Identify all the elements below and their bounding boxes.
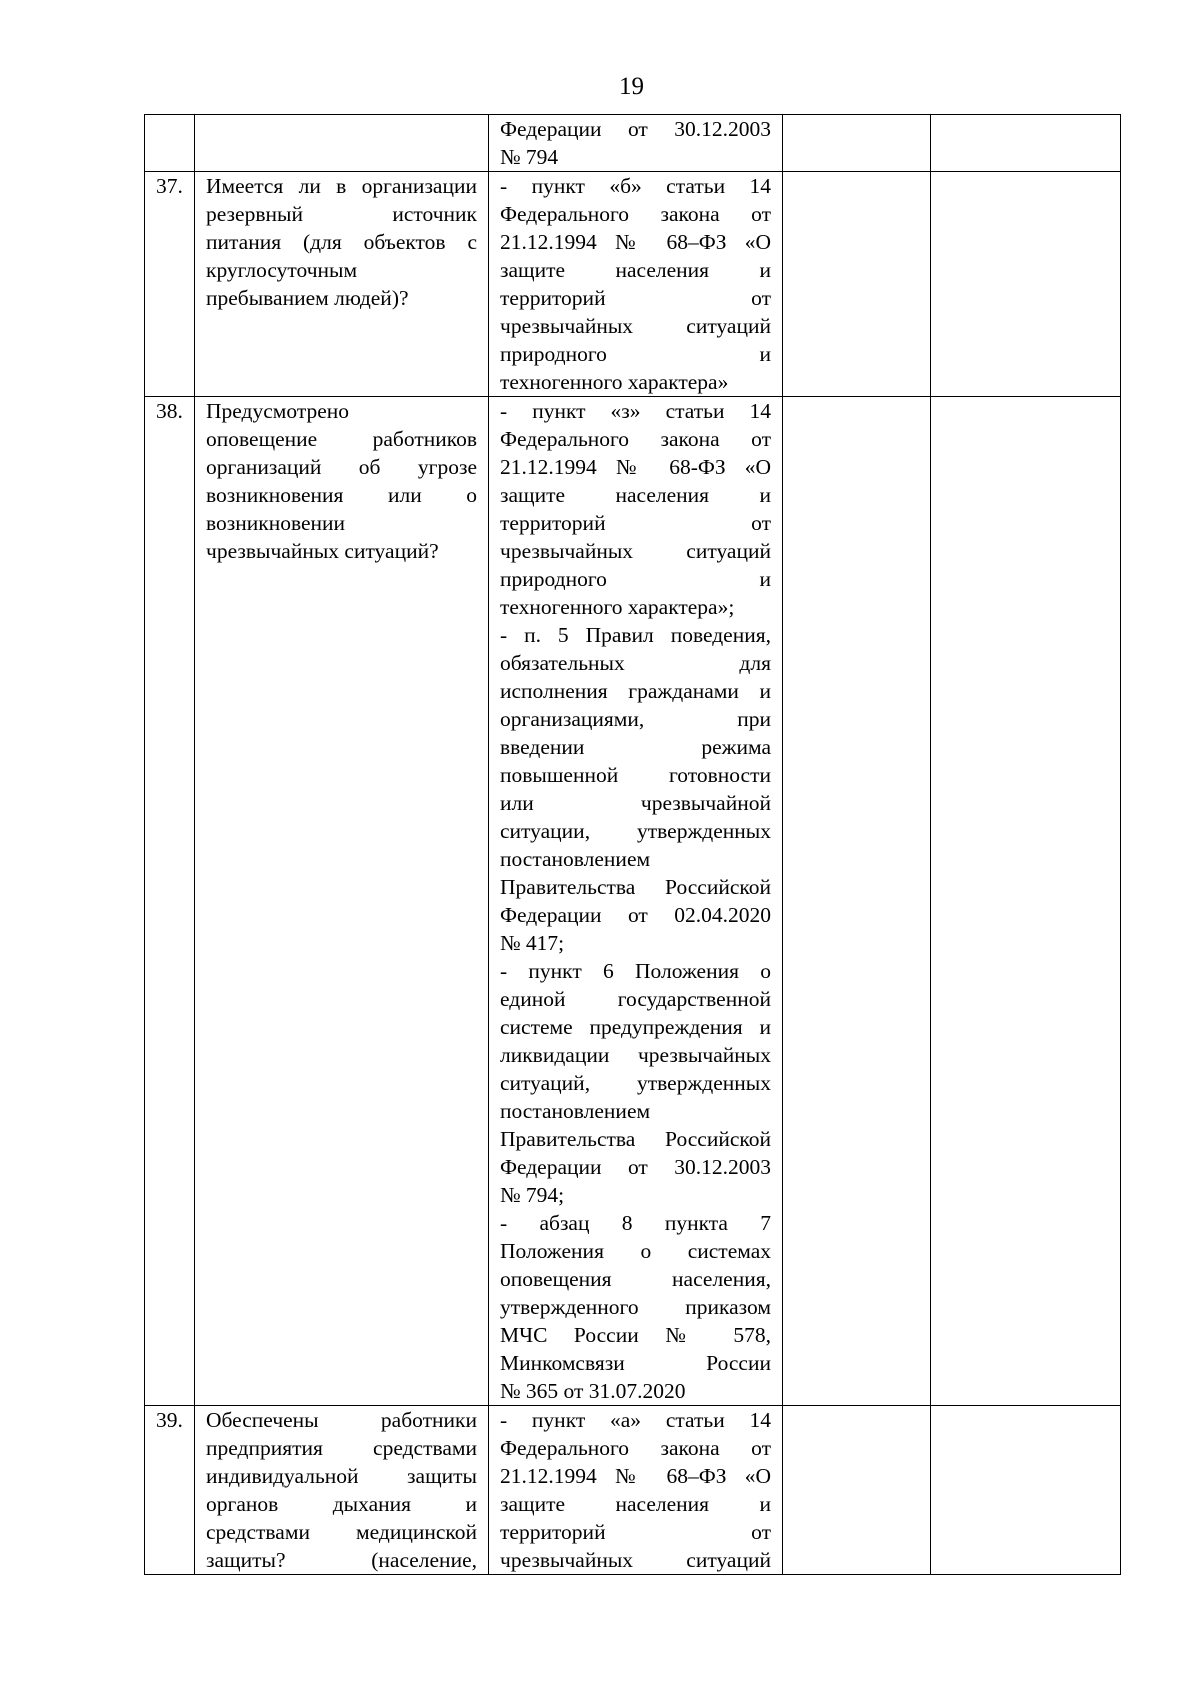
legal-basis-line: чрезвычайных ситуаций bbox=[500, 1548, 771, 1572]
legal-basis-line: чрезвычайных ситуаций bbox=[500, 539, 771, 563]
legal-basis-line: Федерального закона от bbox=[500, 202, 771, 226]
legal-basis-line: Федерального закона от bbox=[500, 427, 771, 451]
question-line: чрезвычайных ситуаций? bbox=[206, 539, 439, 563]
question-cell bbox=[195, 397, 489, 1406]
legal-basis-line: организациями, при bbox=[500, 707, 771, 731]
legal-basis-line: системе предупреждения и bbox=[500, 1015, 771, 1039]
result-cell bbox=[783, 1406, 931, 1575]
legal-basis-line: - пункт 6 Положения о bbox=[500, 959, 771, 983]
legal-basis-line: защите населения и bbox=[500, 258, 771, 282]
row-number: 37. bbox=[156, 174, 183, 198]
question-cell bbox=[195, 115, 489, 172]
legal-basis-line: № 794 bbox=[500, 145, 559, 169]
legal-basis-line: техногенного характера» bbox=[500, 370, 729, 394]
question-line: круглосуточным bbox=[206, 258, 358, 282]
legal-basis-line: исполнения гражданами и bbox=[500, 679, 771, 703]
checklist-table bbox=[144, 114, 1121, 1575]
question-line: Предусмотрено bbox=[206, 399, 350, 423]
legal-basis-line: Правительства Российской bbox=[500, 875, 771, 899]
question-line: средствами медицинской bbox=[206, 1520, 477, 1544]
question-line: предприятия средствами bbox=[206, 1436, 477, 1460]
legal-basis-line: № 417; bbox=[500, 931, 565, 955]
row-number-cell bbox=[145, 115, 195, 172]
row-number-cell bbox=[145, 397, 195, 1406]
legal-basis-line: природного и bbox=[500, 342, 771, 366]
legal-basis-line: или чрезвычайной bbox=[500, 791, 771, 815]
table-row bbox=[145, 1406, 1121, 1575]
legal-basis-line: № 794; bbox=[500, 1183, 565, 1207]
legal-basis-line: 21.12.1994 № 68-ФЗ «О bbox=[500, 455, 771, 479]
row-number: 39. bbox=[156, 1408, 183, 1432]
legal-basis-line: МЧС России № 578, bbox=[500, 1323, 771, 1347]
legal-basis-line: ликвидации чрезвычайных bbox=[500, 1043, 771, 1067]
question-line: индивидуальной защиты bbox=[206, 1464, 477, 1488]
notes-cell bbox=[931, 172, 1121, 397]
table-row bbox=[145, 172, 1121, 397]
legal-basis-line: защите населения и bbox=[500, 483, 771, 507]
legal-basis-line: постановлением bbox=[500, 1099, 651, 1123]
result-cell bbox=[783, 172, 931, 397]
question-line: питания (для объектов с bbox=[206, 230, 477, 254]
question-line: Имеется ли в организации bbox=[206, 174, 477, 198]
legal-basis-line: ситуаций, утвержденных bbox=[500, 1071, 771, 1095]
checklist-table-body bbox=[145, 115, 1121, 1575]
question-line: Обеспечены работники bbox=[206, 1408, 477, 1432]
question-line: резервный источник bbox=[206, 202, 477, 226]
legal-basis-line: повышенной готовности bbox=[500, 763, 771, 787]
legal-basis-line: Положения о системах bbox=[500, 1239, 771, 1263]
question-line: органов дыхания и bbox=[206, 1492, 477, 1516]
legal-basis-line: 21.12.1994 № 68–ФЗ «О bbox=[500, 1464, 771, 1488]
notes-cell bbox=[931, 115, 1121, 172]
legal-basis-cell bbox=[489, 172, 783, 397]
question-line: пребыванием людей)? bbox=[206, 286, 409, 310]
legal-basis-line: 21.12.1994 № 68–ФЗ «О bbox=[500, 230, 771, 254]
legal-basis-line: - п. 5 Правил поведения, bbox=[500, 623, 771, 647]
legal-basis-line: природного и bbox=[500, 567, 771, 591]
legal-basis-line: № 365 от 31.07.2020 bbox=[500, 1379, 686, 1403]
question-line: защиты? (население, bbox=[206, 1548, 477, 1572]
row-number-cell bbox=[145, 172, 195, 397]
legal-basis-line: Федерального закона от bbox=[500, 1436, 771, 1460]
question-line: возникновении bbox=[206, 511, 346, 535]
legal-basis-line: - пункт «з» статьи 14 bbox=[500, 399, 771, 423]
legal-basis-line: введении режима bbox=[500, 735, 771, 759]
legal-basis-line: Федерации от 30.12.2003 bbox=[500, 117, 771, 141]
row-number-cell bbox=[145, 1406, 195, 1575]
legal-basis-line: Правительства Российской bbox=[500, 1127, 771, 1151]
result-cell bbox=[783, 115, 931, 172]
row-number: 38. bbox=[156, 399, 183, 423]
question-cell bbox=[195, 1406, 489, 1575]
notes-cell bbox=[931, 397, 1121, 1406]
legal-basis-line: Федерации от 30.12.2003 bbox=[500, 1155, 771, 1179]
legal-basis-line: территорий от bbox=[500, 286, 771, 310]
notes-cell bbox=[931, 1406, 1121, 1575]
question-line: организаций об угрозе bbox=[206, 455, 477, 479]
question-cell bbox=[195, 172, 489, 397]
legal-basis-line: Минкомсвязи России bbox=[500, 1351, 771, 1375]
table-row bbox=[145, 115, 1121, 172]
legal-basis-line: территорий от bbox=[500, 1520, 771, 1544]
legal-basis-cell bbox=[489, 1406, 783, 1575]
legal-basis-line: обязательных для bbox=[500, 651, 771, 675]
legal-basis-line: - пункт «а» статьи 14 bbox=[500, 1408, 771, 1432]
legal-basis-line: чрезвычайных ситуаций bbox=[500, 314, 771, 338]
table-row bbox=[145, 397, 1121, 1406]
legal-basis-line: утвержденного приказом bbox=[500, 1295, 771, 1319]
legal-basis-cell bbox=[489, 397, 783, 1406]
legal-basis-line: единой государственной bbox=[500, 987, 771, 1011]
page-number: 19 bbox=[619, 73, 644, 100]
legal-basis-line: территорий от bbox=[500, 511, 771, 535]
legal-basis-line: техногенного характера»; bbox=[500, 595, 735, 619]
legal-basis-line: постановлением bbox=[500, 847, 651, 871]
legal-basis-line: оповещения населения, bbox=[500, 1267, 771, 1291]
legal-basis-cell bbox=[489, 115, 783, 172]
legal-basis-line: - пункт «б» статьи 14 bbox=[500, 174, 771, 198]
legal-basis-line: защите населения и bbox=[500, 1492, 771, 1516]
legal-basis-line: ситуации, утвержденных bbox=[500, 819, 771, 843]
legal-basis-line: - абзац 8 пункта 7 bbox=[500, 1211, 771, 1235]
question-line: оповещение работников bbox=[206, 427, 477, 451]
result-cell bbox=[783, 397, 931, 1406]
legal-basis-line: Федерации от 02.04.2020 bbox=[500, 903, 771, 927]
question-line: возникновения или о bbox=[206, 483, 477, 507]
